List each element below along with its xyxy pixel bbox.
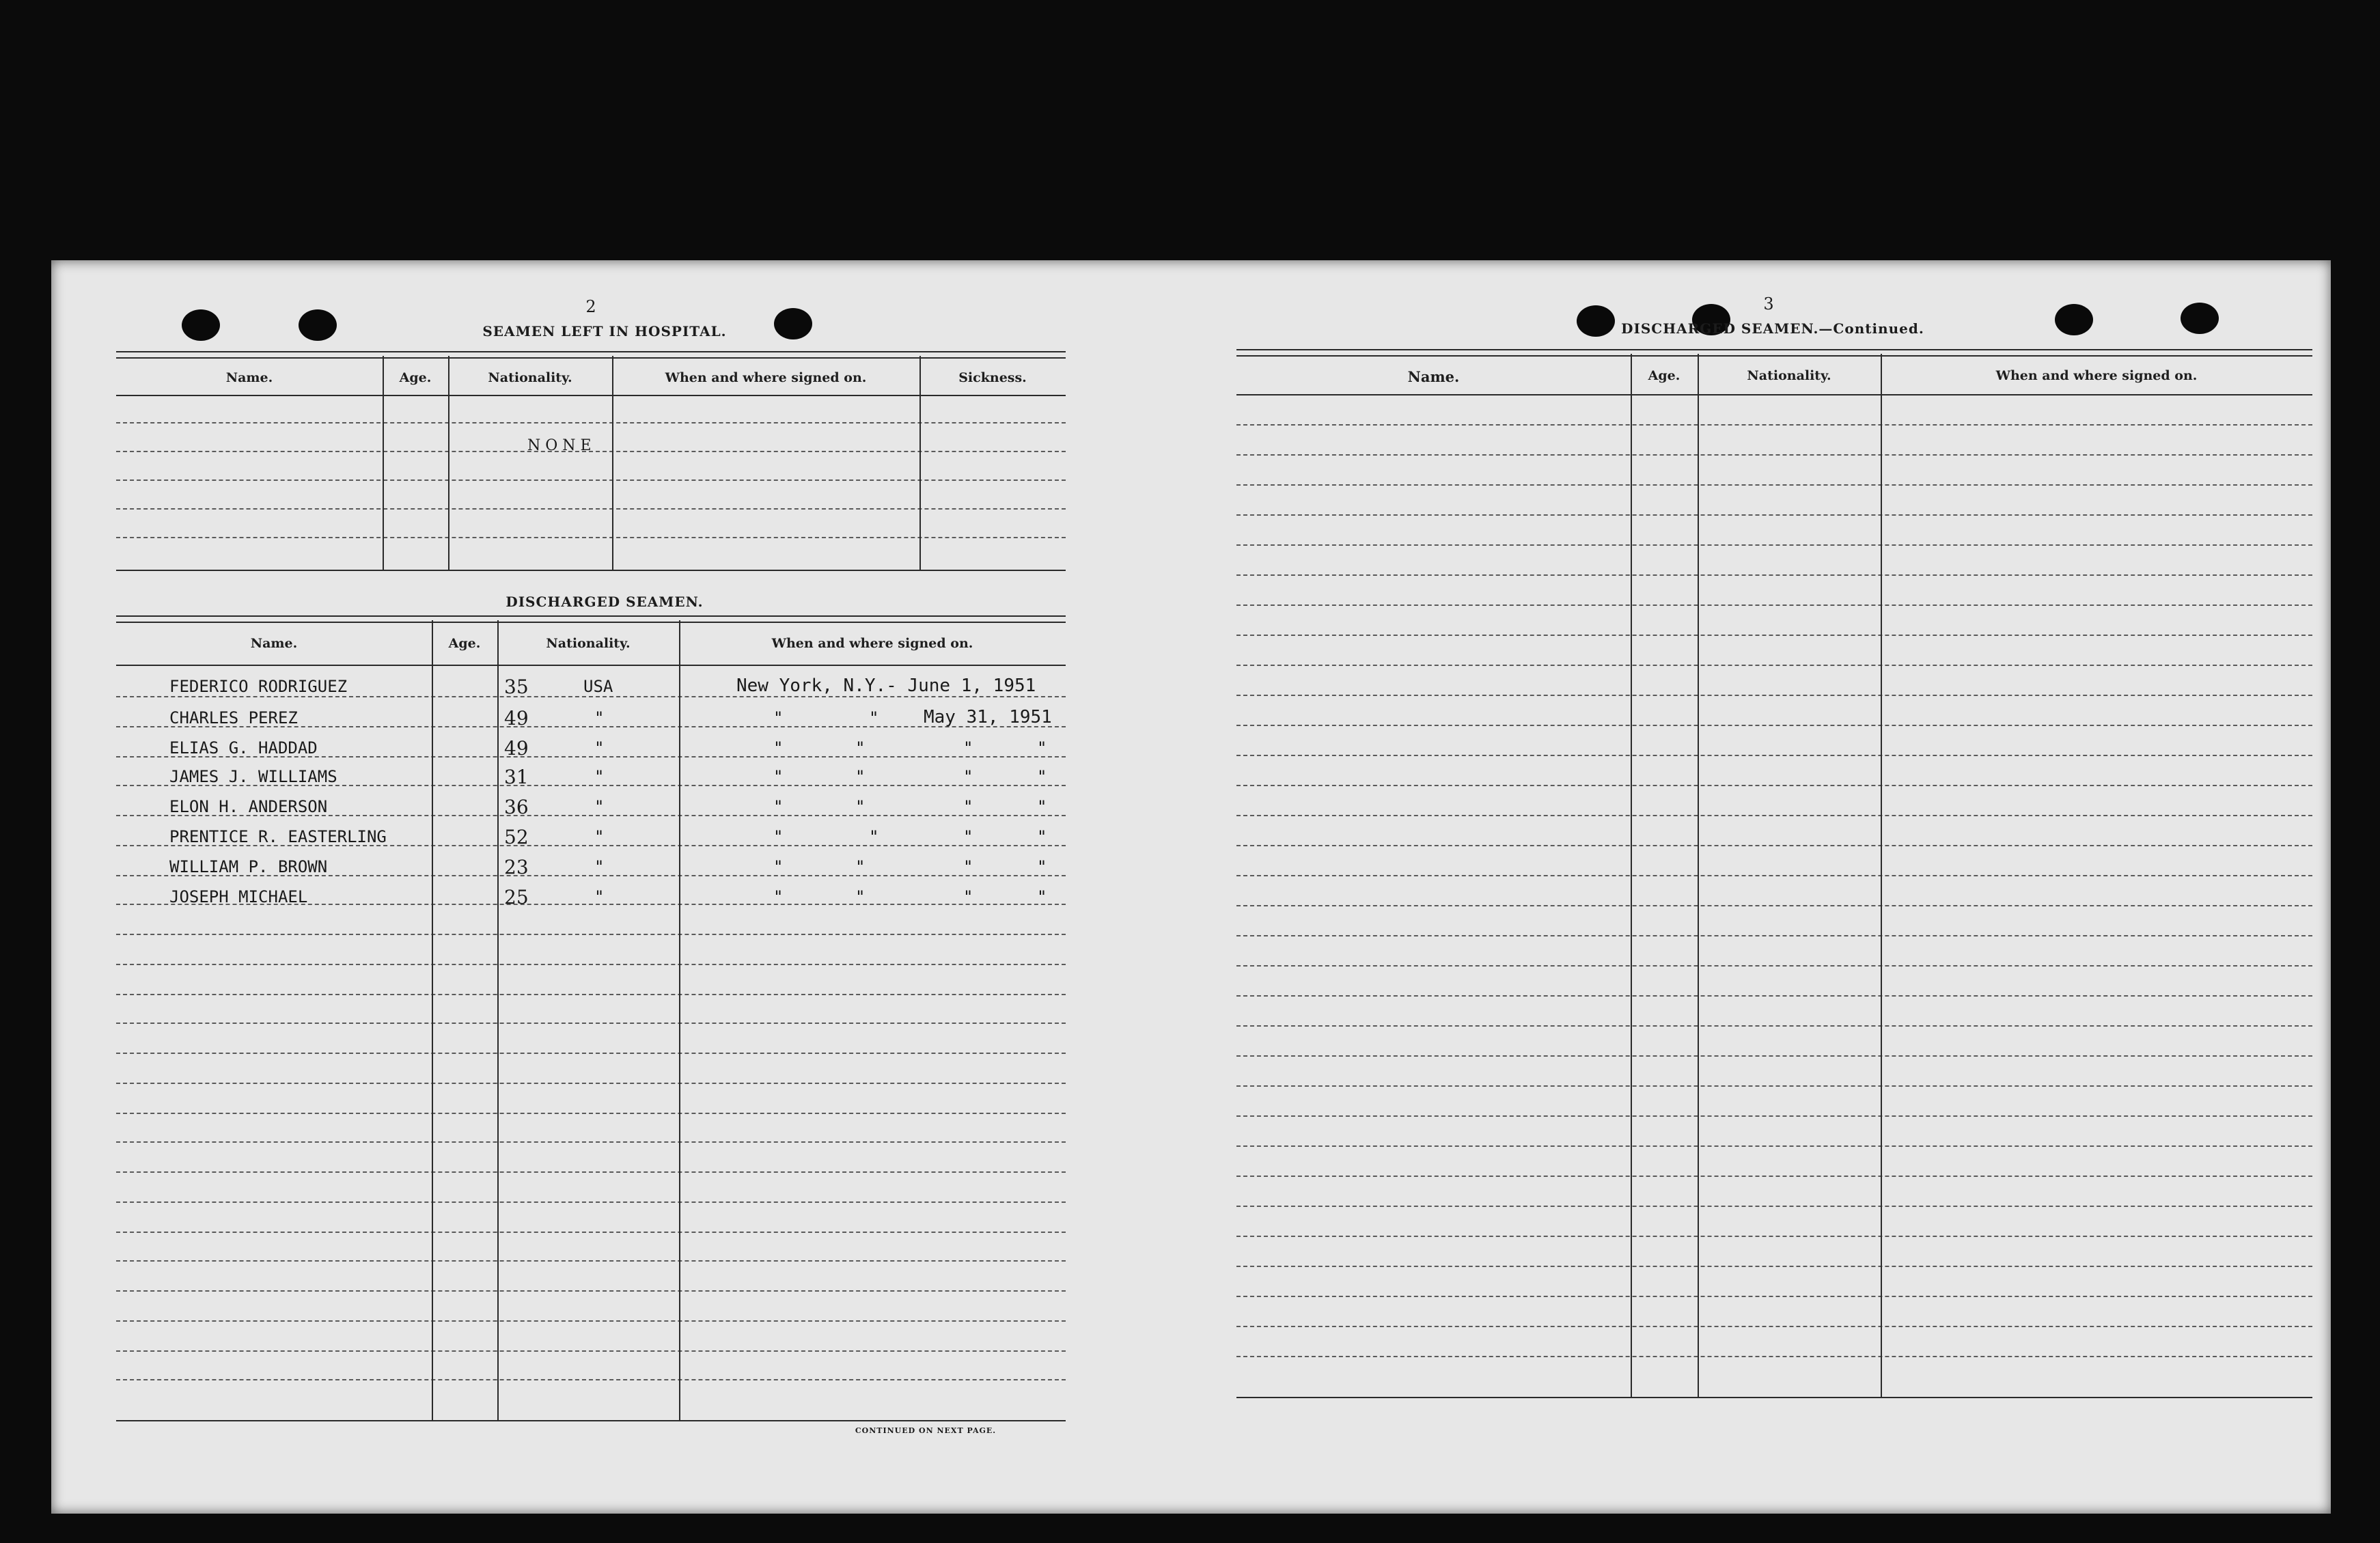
continued-section-title: DISCHARGED SEAMEN.—Continued.	[1621, 320, 1924, 337]
table-row-nationality: "	[594, 827, 605, 846]
continued-header-nationality: Nationality.	[1747, 368, 1831, 383]
ditto-mark: "	[869, 708, 879, 727]
table-row-signed: New York, N.Y.- June 1, 1951	[736, 676, 1036, 696]
punch-hole	[774, 308, 812, 339]
discharged-header-name: Name.	[250, 636, 298, 651]
punch-hole	[299, 309, 337, 341]
ditto-mark: "	[963, 738, 973, 757]
table-row-nationality: "	[594, 887, 605, 906]
hospital-none-note: N O N E	[527, 437, 592, 454]
ditto-mark: "	[1037, 767, 1047, 786]
table-row-name: PRENTICE R. EASTERLING	[169, 827, 387, 846]
ditto-mark: "	[773, 738, 784, 757]
ditto-mark: "	[773, 857, 784, 876]
ditto-mark: "	[1037, 738, 1047, 757]
table-row-name: CHARLES PEREZ	[169, 708, 298, 727]
ditto-mark: "	[963, 797, 973, 816]
discharged-header-nationality: Nationality.	[546, 636, 631, 651]
ditto-mark: "	[773, 797, 784, 816]
ditto-mark: "	[855, 738, 866, 757]
table-row-name: ELON H. ANDERSON	[169, 797, 328, 816]
ditto-mark: "	[855, 887, 866, 906]
continued-header-signed: When and where signed on.	[1995, 368, 2198, 383]
hospital-header-signed: When and where signed on.	[665, 370, 867, 385]
table-row-name: JAMES J. WILLIAMS	[169, 767, 337, 786]
hospital-header-nationality: Nationality.	[488, 370, 572, 385]
hospital-section-title: SEAMEN LEFT IN HOSPITAL.	[482, 323, 727, 339]
ditto-mark: "	[773, 887, 784, 906]
punch-hole	[182, 309, 220, 341]
table-row-age: 23	[504, 856, 529, 878]
table-row-nationality: "	[594, 797, 605, 816]
ditto-mark: "	[963, 827, 973, 846]
ditto-mark: "	[773, 767, 784, 786]
table-row-nationality: "	[594, 708, 605, 727]
table-row-age: 49	[504, 737, 529, 760]
table-row-age: 52	[504, 826, 529, 848]
table-row-age: 25	[504, 886, 529, 908]
discharged-section-title: DISCHARGED SEAMEN.	[506, 594, 704, 610]
hospital-table	[116, 351, 1066, 576]
punch-hole	[2055, 304, 2093, 335]
ditto-mark: "	[1037, 857, 1047, 876]
ditto-mark: "	[963, 767, 973, 786]
table-row-age: 35	[504, 676, 529, 698]
continued-footer: CONTINUED ON NEXT PAGE.	[855, 1426, 997, 1435]
ditto-mark: "	[855, 767, 866, 786]
ditto-mark: "	[1037, 887, 1047, 906]
ditto-mark: "	[773, 827, 784, 846]
table-row-name: WILLIAM P. BROWN	[169, 857, 328, 876]
page-number-left: 2	[585, 297, 596, 316]
punch-hole	[2181, 303, 2219, 334]
ditto-mark: "	[963, 857, 973, 876]
table-row-age: 36	[504, 796, 529, 818]
hospital-header-name: Name.	[225, 370, 273, 385]
ditto-mark: "	[869, 827, 879, 846]
table-row-nationality: "	[594, 738, 605, 757]
discharged-header-signed: When and where signed on.	[771, 636, 973, 651]
hospital-header-sickness: Sickness.	[958, 370, 1027, 385]
page-number-right: 3	[1763, 294, 1774, 314]
table-row-name: ELIAS G. HADDAD	[169, 738, 318, 757]
ditto-mark: "	[855, 797, 866, 816]
ditto-mark: "	[1037, 827, 1047, 846]
discharged-header-age: Age.	[448, 636, 481, 651]
ditto-mark: "	[855, 857, 866, 876]
ditto-mark: "	[773, 708, 784, 727]
discharged-continued-table	[1236, 349, 2312, 1415]
table-row-name: JOSEPH MICHAEL	[169, 887, 308, 906]
continued-header-age: Age.	[1648, 368, 1680, 383]
discharged-table	[116, 615, 1066, 1435]
continued-header-name: Name.	[1407, 368, 1460, 385]
table-row-nationality: USA	[583, 677, 613, 696]
table-row-nationality: "	[594, 767, 605, 786]
table-row-nationality: "	[594, 857, 605, 876]
table-row-name: FEDERICO RODRIGUEZ	[169, 677, 348, 696]
table-row-age: 49	[504, 707, 529, 729]
ditto-mark: "	[1037, 797, 1047, 816]
table-row-age: 31	[504, 766, 529, 788]
document-sheet	[51, 260, 2331, 1514]
hospital-header-age: Age.	[399, 370, 432, 385]
ditto-mark: "	[963, 887, 973, 906]
table-row-signed: May 31, 1951	[924, 707, 1052, 727]
